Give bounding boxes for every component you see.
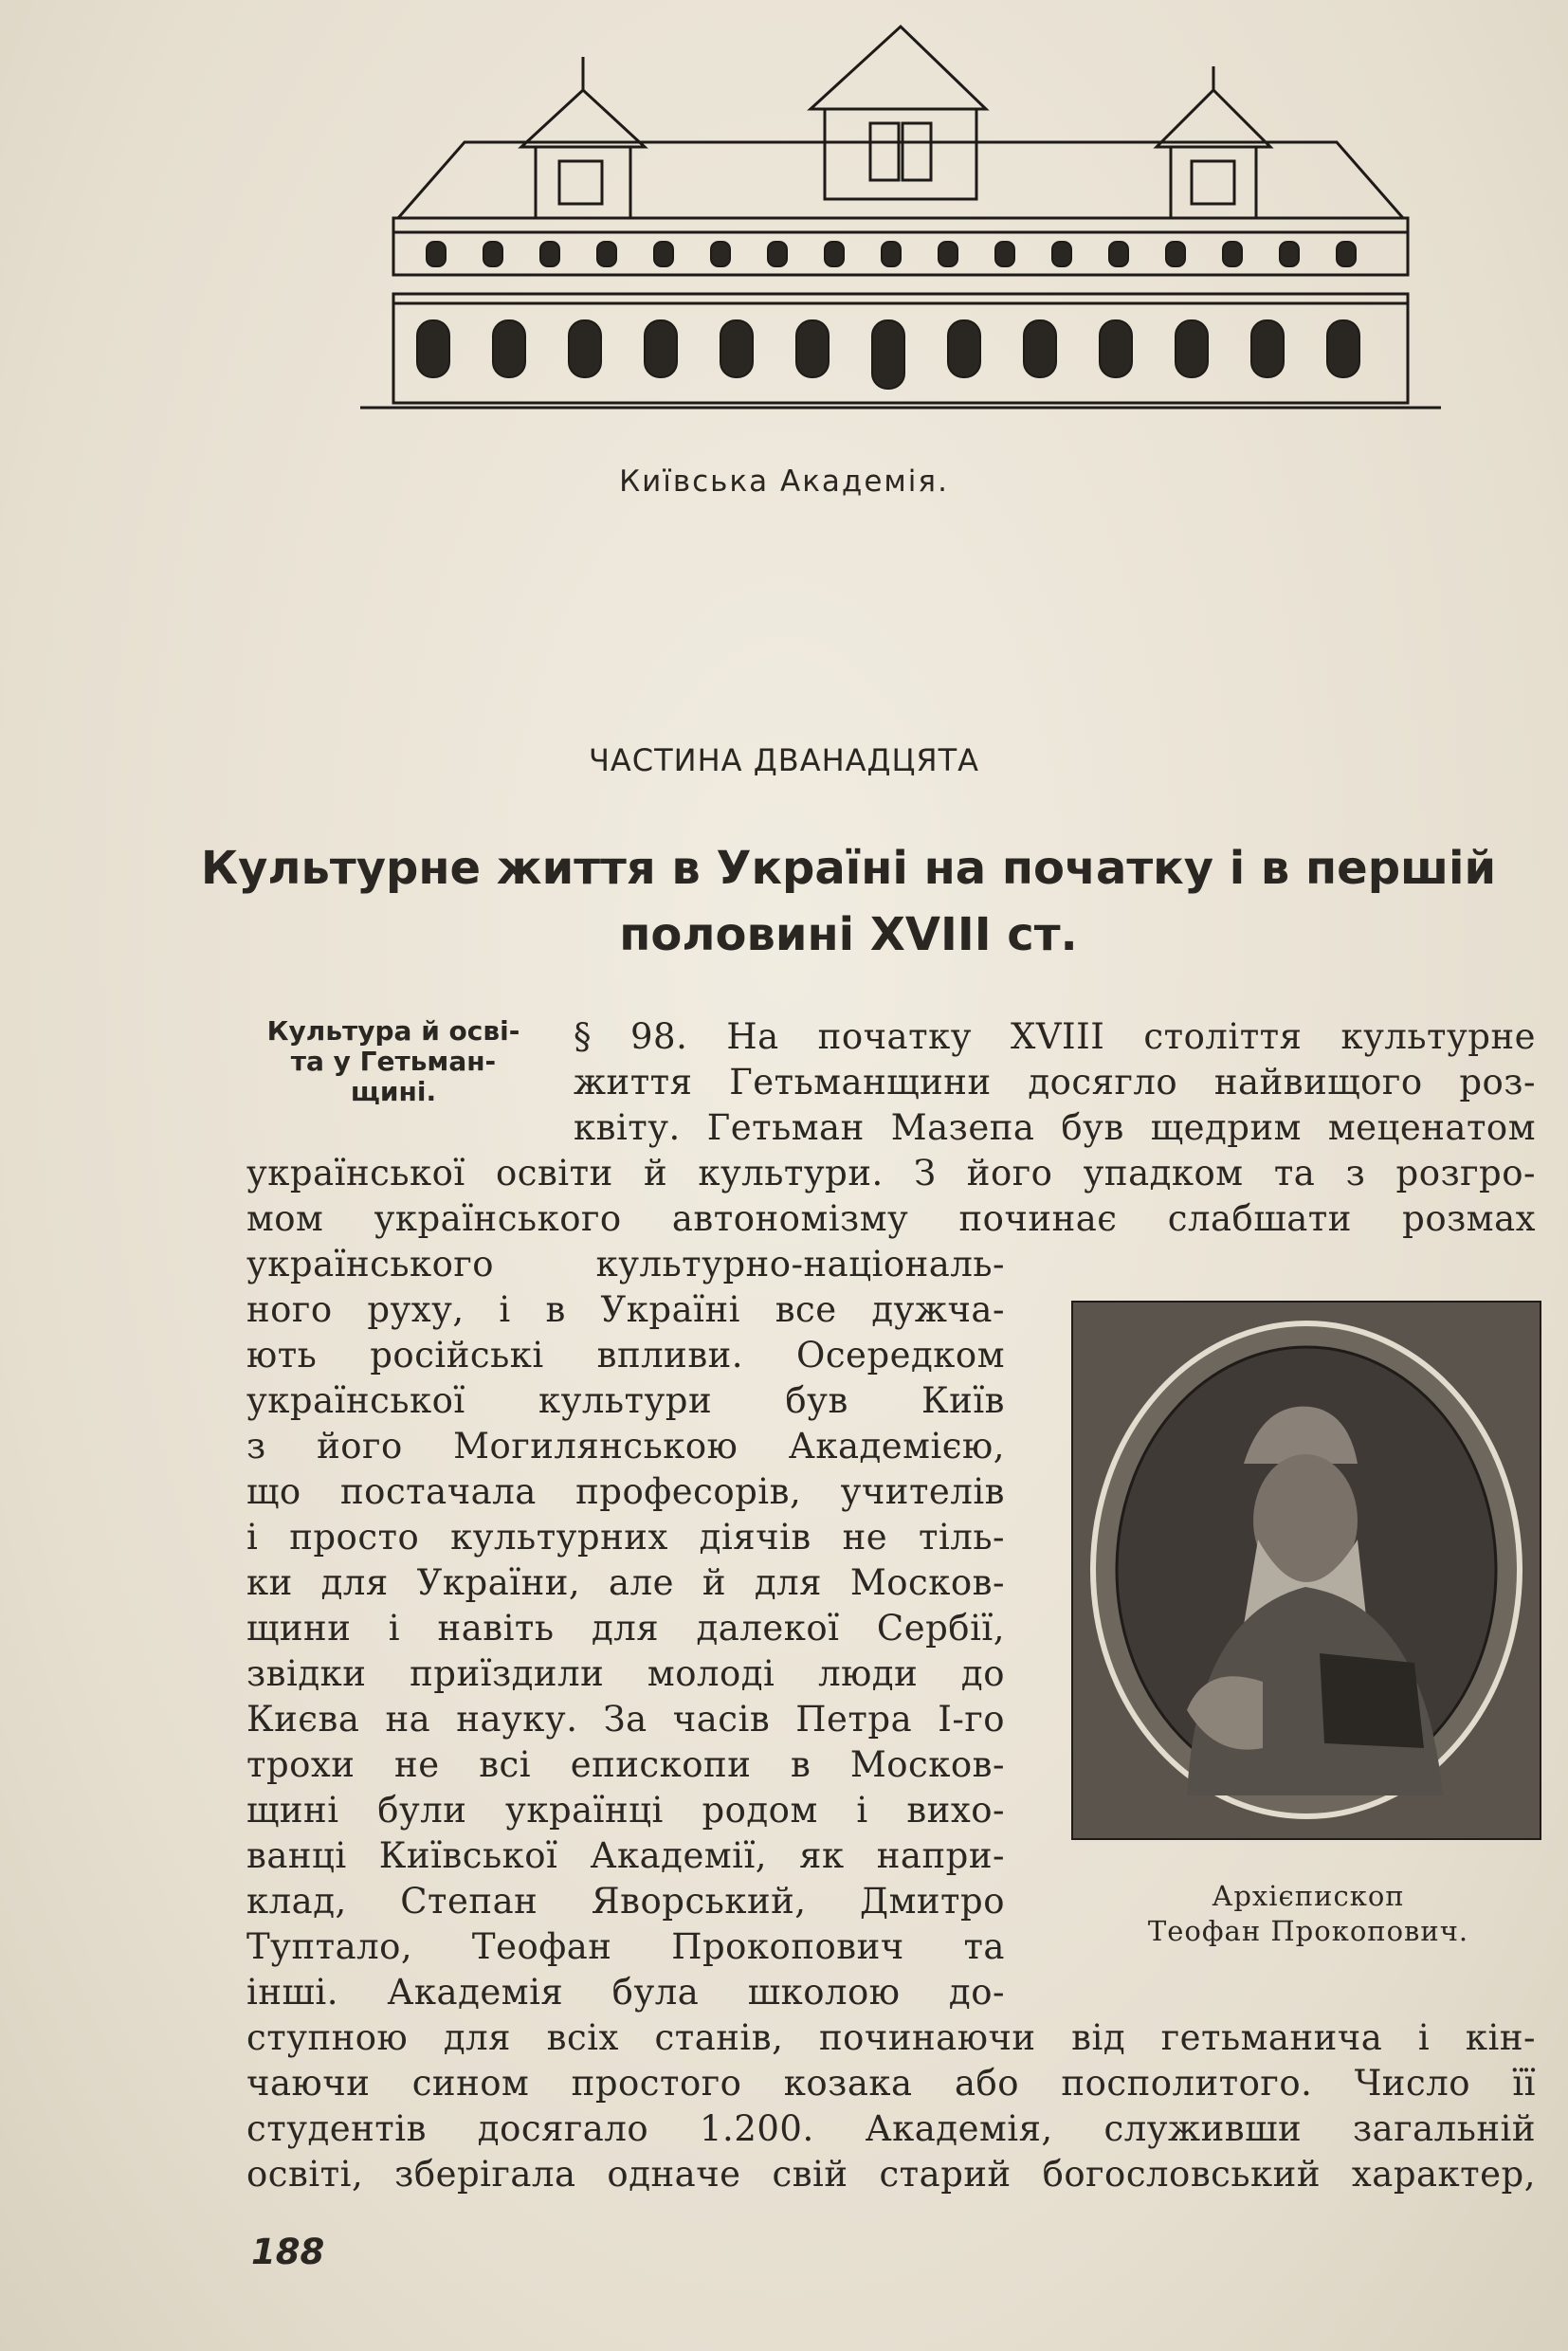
body-line: ки для України, але й для Москов- bbox=[246, 1562, 1005, 1603]
body-line: освіті, зберігала одначе свій старий богословський характер, bbox=[246, 2154, 1536, 2195]
body-line: інші. Академія була школою до- bbox=[246, 1972, 1005, 2013]
portrait-caption bbox=[1052, 1879, 1564, 1949]
portrait-caption-line: Архієпископ bbox=[1212, 1880, 1405, 1912]
figure-caption: Київська Академія. bbox=[619, 465, 949, 499]
part-heading: ЧАСТИНА ДВАНАДЦЯТА bbox=[588, 742, 980, 778]
body-line: ють російські впливи. Осередком bbox=[246, 1335, 1005, 1376]
body-line: чаючи сином простого козака або посполитого. Число її bbox=[246, 2063, 1536, 2104]
body-line: щині були українці родом і вихо- bbox=[246, 1790, 1005, 1831]
body-line: що постачала професорів, учителів bbox=[246, 1471, 1005, 1512]
body-line: трохи не всі епископи в Москов- bbox=[246, 1744, 1005, 1785]
portrait-caption-line: Теофан Прокопович. bbox=[1147, 1915, 1469, 1947]
body-line: § 98. На початку XVIII століття культурне bbox=[574, 1016, 1536, 1057]
body-line: звідки приїздили молоді люди до bbox=[246, 1653, 1005, 1694]
body-line: клад, Степан Яворський, Дмитро bbox=[246, 1881, 1005, 1922]
body-line: щини і навіть для далекої Сербії, bbox=[246, 1608, 1005, 1649]
body-line: українського культурно-національ- bbox=[246, 1244, 1005, 1285]
chapter-title-line-1: Культурне життя в Україні на початку і в першій bbox=[200, 842, 1497, 895]
body-line: і просто культурних діячів не тіль- bbox=[246, 1517, 1005, 1558]
side-heading-line: щині. bbox=[350, 1076, 437, 1107]
body-line: життя Гетьманщини досягло найвищого роз- bbox=[574, 1062, 1536, 1103]
side-heading-line: Культура й осві- bbox=[266, 1015, 520, 1047]
body-line: Туптало, Теофан Прокопович та bbox=[246, 1926, 1005, 1967]
chapter-title-line-2: половині XVIII ст. bbox=[619, 908, 1078, 961]
body-line: з його Могилянською Академією, bbox=[246, 1426, 1005, 1467]
body-line: ванці Київської Академії, як напри- bbox=[246, 1835, 1005, 1876]
kyiv-academy-illustration bbox=[360, 19, 1441, 436]
body-line: квіту. Гетьман Мазепа був щедрим меценатом bbox=[574, 1107, 1536, 1148]
portrait-image bbox=[1071, 1301, 1541, 1840]
body-line: української освіти й культури. З його упадком та з розгро- bbox=[246, 1153, 1536, 1194]
body-line: мом українського автономізму починає слабшати розмах bbox=[246, 1198, 1536, 1239]
page-number: 188 bbox=[251, 2232, 325, 2272]
side-heading bbox=[242, 1016, 545, 1107]
body-line: української культури був Київ bbox=[246, 1380, 1005, 1421]
body-line: ступною для всіх станів, починаючи від гетьманича і кін- bbox=[246, 2017, 1536, 2058]
side-heading-line: та у Гетьман- bbox=[290, 1046, 497, 1077]
body-line: студентів досягало 1.200. Академія, служивши загальній bbox=[246, 2108, 1536, 2149]
body-line: ного руху, і в Україні все дужча- bbox=[246, 1289, 1005, 1330]
body-line: Києва на науку. За часів Петра І-го bbox=[246, 1699, 1005, 1740]
